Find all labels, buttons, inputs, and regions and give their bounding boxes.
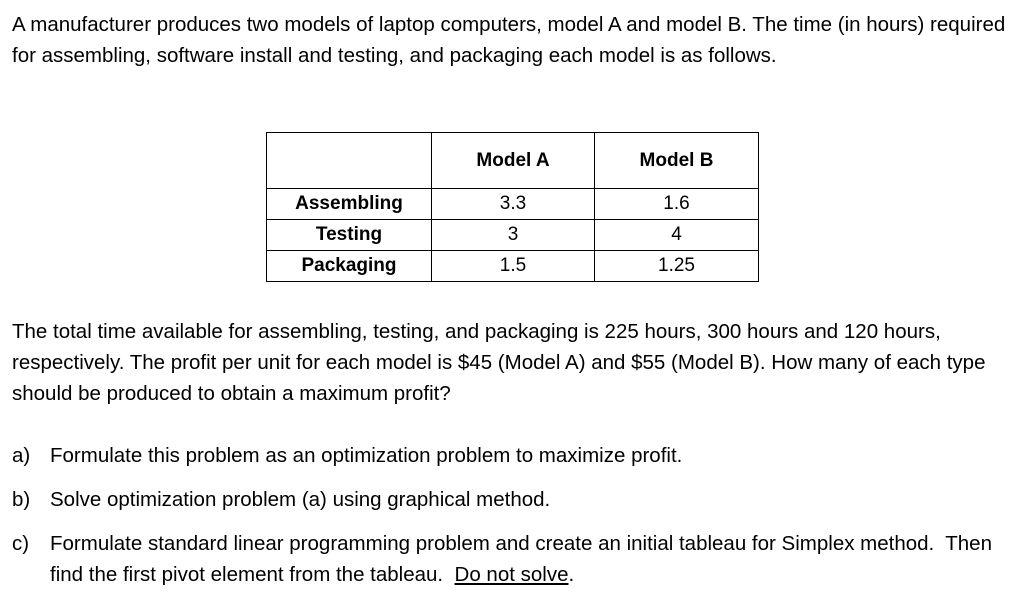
list-marker-a: a) [12,444,31,467]
table-header-model-b: Model B [595,133,759,189]
cell-testing-model-a: 3 [432,220,595,251]
cell-assembling-model-a: 3.3 [432,189,595,220]
cell-packaging-model-a: 1.5 [432,251,595,282]
table-row [267,189,759,220]
table-header-corner [267,133,432,189]
cell-packaging-model-b: 1.25 [595,251,759,282]
task-c-text: Formulate standard linear programming problem and create an initial tableau for Simplex method. Then find the first pivot element from the tableau. [50,532,998,586]
cell-testing-model-b: 4 [595,220,759,251]
task-a-text: Formulate this problem as an optimization problem to maximize profit. [50,444,683,467]
list-item [12,440,1016,471]
row-label-assembling: Assembling [267,189,432,220]
row-label-packaging: Packaging [267,251,432,282]
time-requirements-table [266,132,759,282]
do-not-solve-emphasis: Do not solve [454,563,569,586]
question-paragraph: The total time available for assembling, testing, and packaging is 225 hours, 300 hours and 120 hours, respectively. The profit per unit for each model is $45 (Model A) and $55 (Model B). How many of each type should be produced to obtain a maximum profit? [12,320,986,405]
row-label-testing: Testing [267,220,432,251]
list-item [12,484,1016,515]
table-row [267,251,759,282]
intro-paragraph: A manufacturer produces two models of laptop computers, model A and model B. The time (in hours) required for assembling, software install and testing, and packaging each model is as follows. [12,13,1006,67]
task-b-text: Solve optimization problem (a) using graphical method. [50,488,551,511]
table-header-row [267,133,759,189]
cell-assembling-model-b: 1.6 [595,189,759,220]
list-marker-b: b) [12,488,31,511]
table-row [267,220,759,251]
table-header-model-a: Model A [432,133,595,189]
task-list [12,440,1016,603]
task-c-tail: . [568,563,575,586]
list-item [12,528,1016,590]
list-marker-c: c) [12,532,30,555]
